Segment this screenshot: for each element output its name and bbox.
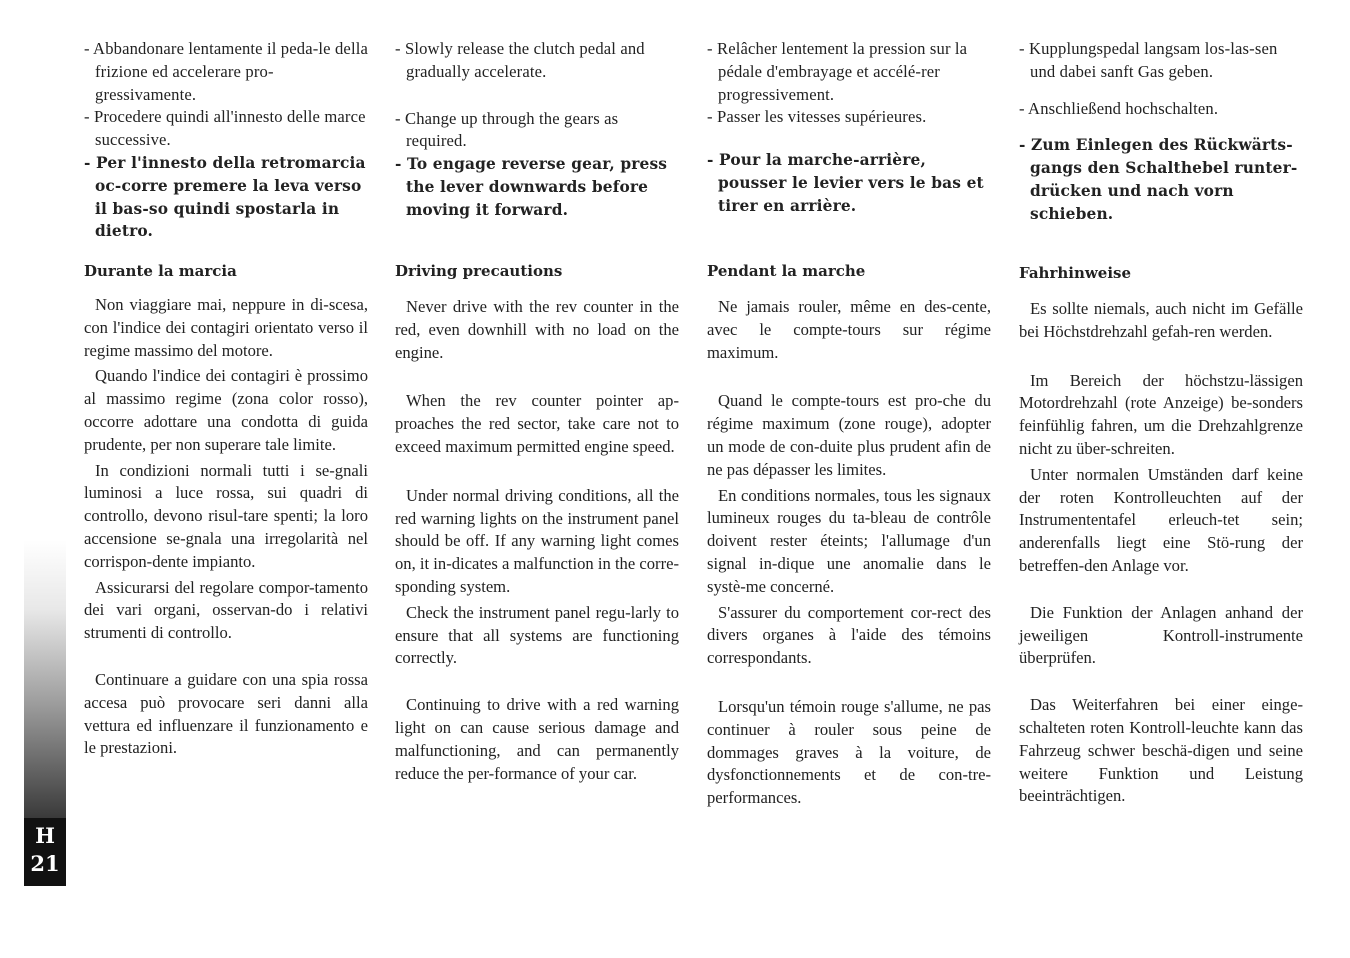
paragraph: Never drive with the rev counter in the red, even downhill with no load on the engine. (395, 297, 679, 362)
paragraph: En conditions normales, tous les signaux lumineux rouges du ta-bleau de contrôle doivent rester éteints; l'allumage d'un signal in-dique une anomalie dans le systè-me concerné. (707, 485, 991, 596)
paragraph: Es sollte niemals, auch nicht im Gefälle bei Höchstdrehzahl gefah-ren werden. (1019, 299, 1303, 341)
paragraph: Das Weiterfahren bei einer einge-schalteten roten Kontroll-leuchte kann das Fahrzeug schwer beschä-digen und seine weitere Funktion und Leistung beeinträchtigen. (1019, 695, 1303, 806)
paragraph: Quando l'indice dei contagiri è prossimo al massimo regime (zona color rosso), occorre adottare una condotta di guida prudente, per non superare tale limite. (84, 366, 368, 454)
step-reverse-gear: - Per l'innesto della retromarcia oc-corre premere la leva verso il bas-so quindi spostarla in dietro. (84, 153, 366, 241)
step-release-clutch: - Abbandonare lentamente il peda-le della frizione ed accelerare pro-gressivamente. (84, 39, 368, 104)
section-heading: Driving precautions (395, 262, 563, 280)
step-reverse-gear: - To engage reverse gear, press the lever downwards before moving it forward. (395, 155, 668, 219)
paragraph: Under normal driving conditions, all the red warning lights on the instrument panel should be off. If any warning light comes on, it in-dicates a malfunction in the corre-sponding system. (395, 485, 679, 596)
step-reverse-gear: - Zum Einlegen des Rückwärts-gangs den Schalthebel runter-drücken und nach vorn schieben. (1019, 136, 1298, 223)
paragraph: S'assurer du comportement cor-rect des divers organes à l'aide des témoins correspondants. (707, 602, 991, 668)
paragraph: Continuare a guidare con una spia rossa accesa può provocare seri danni alla vettura ed influenzare il funzionamento e le prestazioni. (84, 669, 368, 758)
paragraph: Unter normalen Umständen darf keine der roten Kontrolleuchten auf der Instrumententafel erleuch-tet sein; anderenfalls liegt eine Stö-rung der betreffen-den Anlage vor. (1019, 464, 1303, 575)
section-letter: H (35, 823, 55, 848)
paragraph: In condizioni normali tutti i se-gnali luminosi a luce rossa, sui quadri di controllo, devono risul-tare spenti; la loro accensione se-gnala una irregolarità nel corrispon-dente impianto. (84, 460, 368, 571)
step-change-gears: - Passer les vitesses supérieures. (707, 107, 927, 127)
paragraph: Die Funktion der Anlagen anhand der jeweiligen Kontroll-instrumente überprüfen. (1019, 602, 1303, 668)
paragraph: Non viaggiare mai, neppure in di-scesa, con l'indice dei contagiri orientato verso il regime massimo del motore. (84, 295, 368, 360)
paragraph: Lorsqu'un témoin rouge s'allume, ne pas continuer à rouler sous peine de dommages graves à la voiture, de dysfonctionnements et de con-tre-performances. (707, 696, 991, 808)
step-change-gears: - Procedere quindi all'innesto delle marce successive. (84, 107, 366, 150)
body-italian (84, 294, 368, 760)
page-number: 21 (30, 851, 60, 876)
thumb-tab-gradient (24, 540, 66, 818)
step-release-clutch: - Slowly release the clutch pedal and gradually accelerate. (395, 39, 645, 81)
body-german (1019, 298, 1303, 808)
step-change-gears: - Change up through the gears as required. (395, 108, 619, 151)
section-page-tab (24, 818, 66, 886)
paragraph: Assicurarsi del regolare compor-tamento dei vari organi, osservan-do i relativi strumenti di controllo. (84, 577, 368, 643)
step-reverse-gear: - Pour la marche-arrière, pousser le levier vers le bas et tirer en arrière. (707, 151, 984, 215)
column-french (707, 38, 991, 218)
column-italian (84, 38, 368, 243)
section-heading: Fahrhinweise (1019, 264, 1132, 282)
paragraph: Im Bereich der höchstzu-lässigen Motordrehzahl (rote Anzeige) be-sonders feinfühlig fahren, um die Drehzahlgrenze nicht zu über-schreiten. (1019, 370, 1303, 458)
paragraph: When the rev counter pointer ap-proaches the red sector, take care not to exceed maximum permitted engine speed. (395, 391, 679, 456)
column-german (1019, 38, 1303, 226)
body-english (395, 296, 679, 785)
column-english (395, 38, 679, 222)
paragraph: Continuing to drive with a red warning light on can cause serious damage and malfunctioning, and can permanently reduce the per-formance of your car. (395, 695, 679, 783)
paragraph: Check the instrument panel regu-larly to ensure that all systems are functioning correctly. (395, 602, 679, 668)
section-heading: Durante la marcia (84, 262, 237, 280)
step-release-clutch: - Relâcher lentement la pression sur la pédale d'embrayage et accélé-rer progressivement. (707, 39, 968, 104)
section-heading: Pendant la marche (707, 262, 866, 280)
paragraph: Ne jamais rouler, même en des-cente, avec le compte-tours sur régime maximum. (707, 297, 991, 362)
body-french (707, 296, 991, 810)
step-release-clutch: - Kupplungspedal langsam los-las-sen und dabei sanft Gas geben. (1019, 39, 1278, 81)
paragraph: Quand le compte-tours est pro-che du régime maximum (zone rouge), adopter un mode de con-duite plus prudent afin de ne pas dépasser les limites. (707, 391, 991, 479)
step-change-gears: - Anschließend hochschalten. (1019, 98, 1219, 118)
